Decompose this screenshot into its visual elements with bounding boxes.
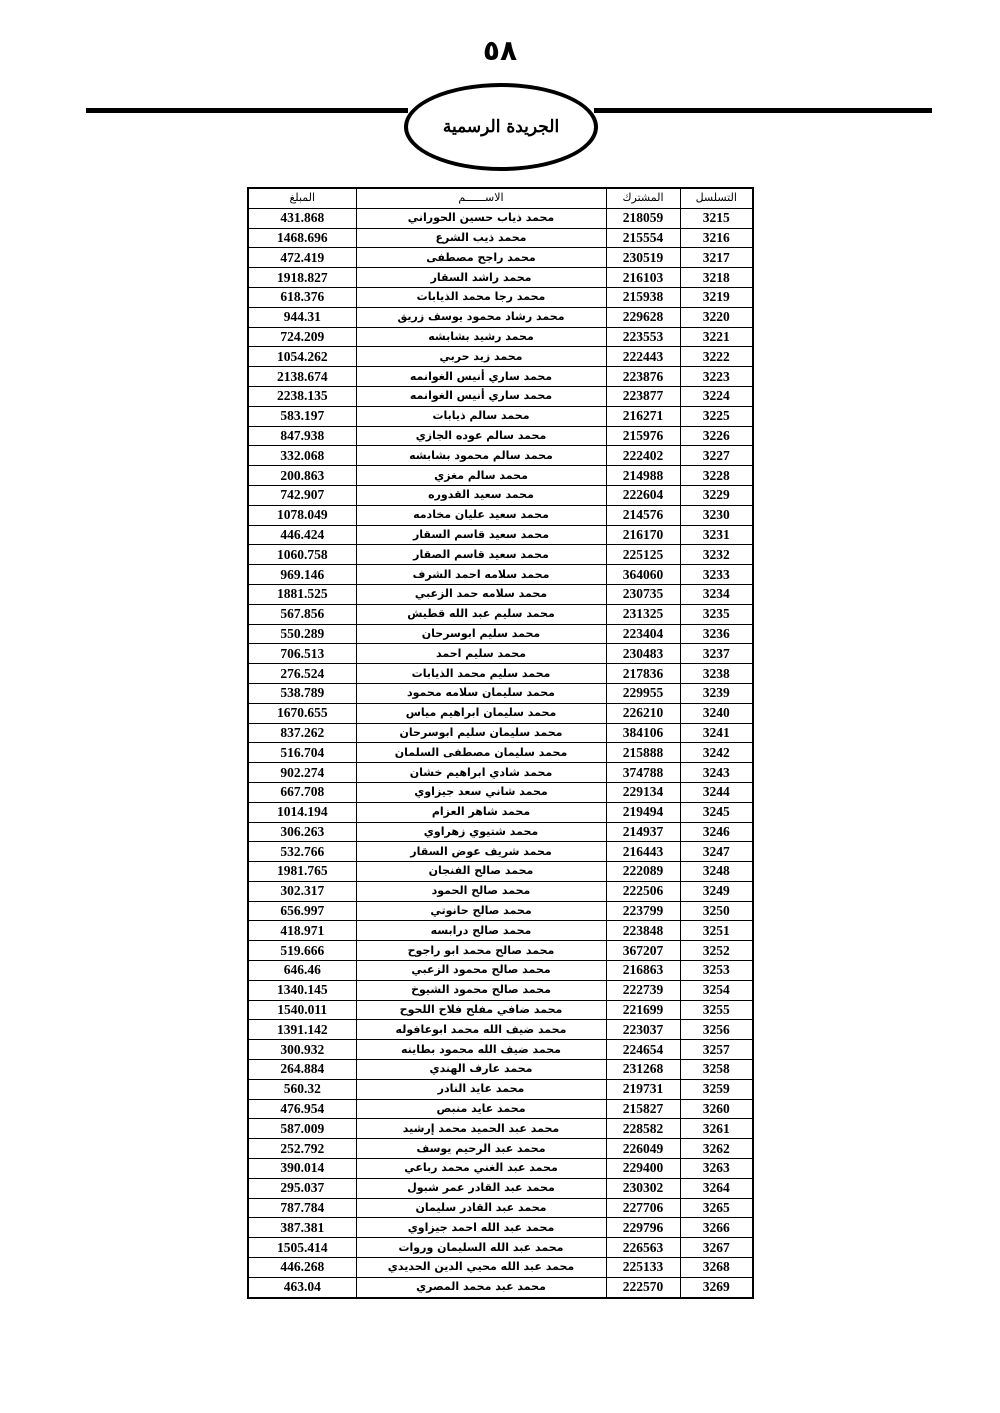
cell-serial: 3254 [680, 980, 753, 1000]
cell-serial: 3269 [680, 1277, 753, 1297]
cell-amount: 446.424 [248, 525, 356, 545]
cell-amount: 1918.827 [248, 268, 356, 288]
table-row [248, 1099, 753, 1119]
cell-name: محمد عبد محمد المصري [356, 1277, 606, 1297]
table-row [248, 644, 753, 664]
table-row [248, 268, 753, 288]
cell-serial: 3227 [680, 446, 753, 466]
cell-serial: 3226 [680, 426, 753, 446]
cell-subscriber: 222089 [606, 862, 680, 882]
cell-subscriber: 216103 [606, 268, 680, 288]
cell-name: محمد شريف عوض السقار [356, 842, 606, 862]
table-row [248, 1060, 753, 1080]
cell-subscriber: 214937 [606, 822, 680, 842]
cell-subscriber: 229955 [606, 683, 680, 703]
cell-serial: 3236 [680, 624, 753, 644]
table-row [248, 1139, 753, 1159]
cell-subscriber: 216863 [606, 961, 680, 981]
cell-amount: 837.262 [248, 723, 356, 743]
cell-subscriber: 229400 [606, 1159, 680, 1179]
cell-amount: 1540.011 [248, 1000, 356, 1020]
cell-name: محمد زيد حربي [356, 347, 606, 367]
cell-serial: 3240 [680, 703, 753, 723]
cell-amount: 724.209 [248, 327, 356, 347]
cell-name: محمد عبد الرحيم يوسف [356, 1139, 606, 1159]
cell-serial: 3242 [680, 743, 753, 763]
cell-subscriber: 219731 [606, 1079, 680, 1099]
cell-serial: 3225 [680, 406, 753, 426]
cell-serial: 3241 [680, 723, 753, 743]
table-row [248, 525, 753, 545]
cell-subscriber: 222443 [606, 347, 680, 367]
publication-title: الجريدة الرسمية [442, 117, 560, 137]
table-row [248, 545, 753, 565]
cell-amount: 1014.194 [248, 802, 356, 822]
cell-subscriber: 222402 [606, 446, 680, 466]
cell-serial: 3255 [680, 1000, 753, 1020]
cell-serial: 3248 [680, 862, 753, 882]
table-row [248, 1000, 753, 1020]
cell-serial: 3234 [680, 584, 753, 604]
cell-serial: 3218 [680, 268, 753, 288]
table-header-row [248, 188, 753, 208]
table-row [248, 862, 753, 882]
table-row [248, 822, 753, 842]
cell-subscriber: 215827 [606, 1099, 680, 1119]
cell-amount: 667.708 [248, 782, 356, 802]
cell-serial: 3232 [680, 545, 753, 565]
cell-serial: 3267 [680, 1238, 753, 1258]
table-row [248, 1198, 753, 1218]
cell-serial: 3253 [680, 961, 753, 981]
cell-amount: 532.766 [248, 842, 356, 862]
cell-serial: 3246 [680, 822, 753, 842]
table-row [248, 565, 753, 585]
table-row [248, 307, 753, 327]
cell-serial: 3229 [680, 485, 753, 505]
cell-amount: 1078.049 [248, 505, 356, 525]
cell-serial: 3258 [680, 1060, 753, 1080]
cell-serial: 3251 [680, 921, 753, 941]
table-row [248, 347, 753, 367]
cell-name: محمد سليم احمد [356, 644, 606, 664]
cell-name: محمد عايد منبص [356, 1099, 606, 1119]
cell-subscriber: 228582 [606, 1119, 680, 1139]
cell-name: محمد ضيف الله محمود بطاينه [356, 1040, 606, 1060]
cell-amount: 742.907 [248, 485, 356, 505]
cell-name: محمد عبد الحميد محمد إرشيد [356, 1119, 606, 1139]
cell-subscriber: 223037 [606, 1020, 680, 1040]
cell-amount: 1054.262 [248, 347, 356, 367]
cell-amount: 847.938 [248, 426, 356, 446]
cell-name: محمد عبد الله محيي الدين الحديدي [356, 1258, 606, 1278]
table-row [248, 723, 753, 743]
cell-name: محمد شاهر العزام [356, 802, 606, 822]
cell-amount: 200.863 [248, 466, 356, 486]
cell-subscriber: 222570 [606, 1277, 680, 1297]
table-row [248, 743, 753, 763]
cell-name: محمد صالح محمود الزعبي [356, 961, 606, 981]
table-row [248, 505, 753, 525]
cell-subscriber: 216271 [606, 406, 680, 426]
cell-name: محمد سالم محمود بشابشه [356, 446, 606, 466]
cell-name: محمد رجا محمد الذيابات [356, 287, 606, 307]
cell-amount: 2238.135 [248, 386, 356, 406]
column-header-amount: المبلغ [248, 188, 356, 208]
cell-subscriber: 217836 [606, 664, 680, 684]
cell-amount: 276.524 [248, 664, 356, 684]
cell-subscriber: 223877 [606, 386, 680, 406]
cell-name: محمد سعيد قاسم السقار [356, 525, 606, 545]
header-rule-right [594, 108, 932, 113]
cell-serial: 3228 [680, 466, 753, 486]
table-row [248, 386, 753, 406]
cell-name: محمد عايد النادر [356, 1079, 606, 1099]
cell-amount: 390.014 [248, 1159, 356, 1179]
cell-name: محمد عبد الغني محمد رباعي [356, 1159, 606, 1179]
cell-subscriber: 223553 [606, 327, 680, 347]
cell-subscriber: 219494 [606, 802, 680, 822]
cell-serial: 3233 [680, 565, 753, 585]
cell-subscriber: 223876 [606, 367, 680, 387]
cell-amount: 519.666 [248, 941, 356, 961]
cell-subscriber: 364060 [606, 565, 680, 585]
cell-name: محمد سالم ذيابات [356, 406, 606, 426]
cell-name: محمد عبد القادر عمر شبول [356, 1178, 606, 1198]
cell-name: محمد شتيوي زهراوي [356, 822, 606, 842]
table-row [248, 1079, 753, 1099]
cell-amount: 902.274 [248, 763, 356, 783]
cell-subscriber: 218059 [606, 208, 680, 228]
column-header-serial: التسلسل [680, 188, 753, 208]
table-row [248, 446, 753, 466]
cell-serial: 3261 [680, 1119, 753, 1139]
cell-name: محمد رشيد بشابشه [356, 327, 606, 347]
table-row [248, 466, 753, 486]
cell-amount: 252.792 [248, 1139, 356, 1159]
cell-amount: 264.884 [248, 1060, 356, 1080]
cell-name: محمد سلامه حمد الزعبي [356, 584, 606, 604]
cell-amount: 302.317 [248, 881, 356, 901]
cell-serial: 3262 [680, 1139, 753, 1159]
table-row [248, 1178, 753, 1198]
cell-name: محمد صالح حانوتي [356, 901, 606, 921]
cell-amount: 1505.414 [248, 1238, 356, 1258]
table-row [248, 703, 753, 723]
cell-subscriber: 225133 [606, 1258, 680, 1278]
cell-amount: 550.289 [248, 624, 356, 644]
cell-amount: 944.31 [248, 307, 356, 327]
cell-name: محمد سعيد القدوره [356, 485, 606, 505]
cell-subscriber: 215976 [606, 426, 680, 446]
cell-serial: 3220 [680, 307, 753, 327]
cell-name: محمد سليمان سلامه محمود [356, 683, 606, 703]
cell-name: محمد راشد السقار [356, 268, 606, 288]
cell-serial: 3224 [680, 386, 753, 406]
cell-name: محمد صالح الحمود [356, 881, 606, 901]
cell-subscriber: 215554 [606, 228, 680, 248]
cell-amount: 306.263 [248, 822, 356, 842]
cell-amount: 1670.655 [248, 703, 356, 723]
table-row [248, 1218, 753, 1238]
cell-amount: 1391.142 [248, 1020, 356, 1040]
cell-subscriber: 222604 [606, 485, 680, 505]
cell-name: محمد عبد الله احمد جيزاوي [356, 1218, 606, 1238]
cell-amount: 431.868 [248, 208, 356, 228]
table-row [248, 901, 753, 921]
cell-amount: 587.009 [248, 1119, 356, 1139]
table-row [248, 584, 753, 604]
cell-subscriber: 214576 [606, 505, 680, 525]
cell-name: محمد سعيد عليان مخادمه [356, 505, 606, 525]
table-row [248, 881, 753, 901]
cell-name: محمد سليمان سليم ابوسرحان [356, 723, 606, 743]
cell-name: محمد سلامه احمد الشرف [356, 565, 606, 585]
cell-serial: 3235 [680, 604, 753, 624]
cell-name: محمد سليم محمد الذيابات [356, 664, 606, 684]
table-row [248, 980, 753, 1000]
cell-subscriber: 215888 [606, 743, 680, 763]
cell-name: محمد ذياب حسين الحوراني [356, 208, 606, 228]
cell-serial: 3250 [680, 901, 753, 921]
cell-amount: 463.04 [248, 1277, 356, 1297]
cell-subscriber: 214988 [606, 466, 680, 486]
cell-amount: 538.789 [248, 683, 356, 703]
table-row [248, 1040, 753, 1060]
column-header-name: الاســــــم [356, 188, 606, 208]
cell-amount: 295.037 [248, 1178, 356, 1198]
cell-amount: 516.704 [248, 743, 356, 763]
cell-subscriber: 224654 [606, 1040, 680, 1060]
cell-name: محمد شاني سعد جيزاوي [356, 782, 606, 802]
cell-amount: 1340.145 [248, 980, 356, 1000]
table-body [248, 208, 753, 1297]
cell-name: محمد عارف الهندي [356, 1060, 606, 1080]
cell-name: محمد ساري أنيس الغوانمه [356, 386, 606, 406]
table-row [248, 1238, 753, 1258]
table-row [248, 426, 753, 446]
cell-serial: 3238 [680, 664, 753, 684]
cell-subscriber: 216443 [606, 842, 680, 862]
cell-serial: 3239 [680, 683, 753, 703]
cell-name: محمد سليم ابوسرحان [356, 624, 606, 644]
cell-name: محمد عبد الله السليمان وروات [356, 1238, 606, 1258]
table-row [248, 1119, 753, 1139]
cell-serial: 3263 [680, 1159, 753, 1179]
table-row [248, 248, 753, 268]
cell-serial: 3259 [680, 1079, 753, 1099]
page-number: ٥٨ [482, 34, 518, 67]
cell-serial: 3264 [680, 1178, 753, 1198]
cell-amount: 567.856 [248, 604, 356, 624]
table-row [248, 782, 753, 802]
table-row [248, 961, 753, 981]
cell-name: محمد صالح محمد ابو راجوح [356, 941, 606, 961]
cell-serial: 3252 [680, 941, 753, 961]
cell-serial: 3244 [680, 782, 753, 802]
cell-amount: 418.971 [248, 921, 356, 941]
cell-serial: 3215 [680, 208, 753, 228]
cell-name: محمد ساري أنيس الغوانمه [356, 367, 606, 387]
cell-serial: 3230 [680, 505, 753, 525]
column-header-subscriber: المشترك [606, 188, 680, 208]
table-row [248, 842, 753, 862]
cell-amount: 300.932 [248, 1040, 356, 1060]
cell-serial: 3249 [680, 881, 753, 901]
table-row [248, 406, 753, 426]
cell-name: محمد رشاد محمود يوسف زريق [356, 307, 606, 327]
table-row [248, 485, 753, 505]
cell-name: محمد ذيب الشرع [356, 228, 606, 248]
cell-name: محمد صالح محمود الشيوخ [356, 980, 606, 1000]
cell-subscriber: 223404 [606, 624, 680, 644]
table-row [248, 1020, 753, 1040]
cell-serial: 3237 [680, 644, 753, 664]
table-row [248, 208, 753, 228]
table-row [248, 921, 753, 941]
table-row [248, 367, 753, 387]
table-row [248, 604, 753, 624]
cell-amount: 446.268 [248, 1258, 356, 1278]
table-row [248, 802, 753, 822]
cell-subscriber: 216170 [606, 525, 680, 545]
table-row [248, 1159, 753, 1179]
cell-amount: 560.32 [248, 1079, 356, 1099]
cell-amount: 583.197 [248, 406, 356, 426]
cell-subscriber: 367207 [606, 941, 680, 961]
cell-serial: 3257 [680, 1040, 753, 1060]
cell-amount: 2138.674 [248, 367, 356, 387]
cell-amount: 969.146 [248, 565, 356, 585]
cell-subscriber: 230519 [606, 248, 680, 268]
table-row [248, 228, 753, 248]
cell-serial: 3245 [680, 802, 753, 822]
cell-name: محمد ضيف الله محمد ابوعافوله [356, 1020, 606, 1040]
cell-serial: 3266 [680, 1218, 753, 1238]
cell-name: محمد ضافي مفلح فلاح اللحوح [356, 1000, 606, 1020]
table-row [248, 683, 753, 703]
cell-subscriber: 384106 [606, 723, 680, 743]
cell-amount: 476.954 [248, 1099, 356, 1119]
cell-subscriber: 230735 [606, 584, 680, 604]
cell-serial: 3221 [680, 327, 753, 347]
cell-subscriber: 222506 [606, 881, 680, 901]
cell-amount: 1468.696 [248, 228, 356, 248]
cell-serial: 3231 [680, 525, 753, 545]
cell-subscriber: 229134 [606, 782, 680, 802]
table-row [248, 941, 753, 961]
cell-subscriber: 231268 [606, 1060, 680, 1080]
cell-subscriber: 226210 [606, 703, 680, 723]
cell-name: محمد سليمان ابراهيم مياس [356, 703, 606, 723]
cell-subscriber: 223799 [606, 901, 680, 921]
cell-subscriber: 374788 [606, 763, 680, 783]
cell-name: محمد سالم مغزي [356, 466, 606, 486]
table-row [248, 287, 753, 307]
cell-subscriber: 227706 [606, 1198, 680, 1218]
cell-amount: 706.513 [248, 644, 356, 664]
table-row [248, 763, 753, 783]
cell-amount: 656.997 [248, 901, 356, 921]
cell-serial: 3268 [680, 1258, 753, 1278]
cell-amount: 332.068 [248, 446, 356, 466]
cell-amount: 387.381 [248, 1218, 356, 1238]
cell-name: محمد سليم عبد الله قطيش [356, 604, 606, 624]
cell-name: محمد عبد القادر سليمان [356, 1198, 606, 1218]
cell-amount: 1060.758 [248, 545, 356, 565]
cell-subscriber: 229628 [606, 307, 680, 327]
cell-amount: 618.376 [248, 287, 356, 307]
cell-name: محمد راجح مصطفى [356, 248, 606, 268]
table-row [248, 1277, 753, 1297]
cell-subscriber: 230483 [606, 644, 680, 664]
cell-subscriber: 226563 [606, 1238, 680, 1258]
cell-serial: 3222 [680, 347, 753, 367]
cell-subscriber: 222739 [606, 980, 680, 1000]
cell-serial: 3223 [680, 367, 753, 387]
cell-subscriber: 215938 [606, 287, 680, 307]
cell-serial: 3216 [680, 228, 753, 248]
subscriber-table [247, 187, 754, 1299]
cell-name: محمد سعيد قاسم الصقار [356, 545, 606, 565]
cell-subscriber: 225125 [606, 545, 680, 565]
cell-serial: 3260 [680, 1099, 753, 1119]
cell-name: محمد صالح درابسه [356, 921, 606, 941]
cell-serial: 3217 [680, 248, 753, 268]
cell-amount: 472.419 [248, 248, 356, 268]
cell-serial: 3256 [680, 1020, 753, 1040]
cell-name: محمد سليمان مصطفى السلمان [356, 743, 606, 763]
cell-serial: 3265 [680, 1198, 753, 1218]
cell-subscriber: 229796 [606, 1218, 680, 1238]
table-row [248, 664, 753, 684]
cell-amount: 1981.765 [248, 862, 356, 882]
cell-amount: 1881.525 [248, 584, 356, 604]
table-row [248, 327, 753, 347]
cell-subscriber: 226049 [606, 1139, 680, 1159]
cell-serial: 3219 [680, 287, 753, 307]
cell-subscriber: 230302 [606, 1178, 680, 1198]
cell-name: محمد شادي ابراهيم خشان [356, 763, 606, 783]
cell-subscriber: 231325 [606, 604, 680, 624]
cell-subscriber: 223848 [606, 921, 680, 941]
cell-amount: 646.46 [248, 961, 356, 981]
cell-serial: 3243 [680, 763, 753, 783]
header-rule-left [86, 108, 408, 113]
table-row [248, 624, 753, 644]
cell-name: محمد صالح الفنجان [356, 862, 606, 882]
table-row [248, 1258, 753, 1278]
header-title-oval [404, 83, 598, 171]
cell-serial: 3247 [680, 842, 753, 862]
cell-amount: 787.784 [248, 1198, 356, 1218]
cell-subscriber: 221699 [606, 1000, 680, 1020]
cell-name: محمد سالم عوده الجازي [356, 426, 606, 446]
